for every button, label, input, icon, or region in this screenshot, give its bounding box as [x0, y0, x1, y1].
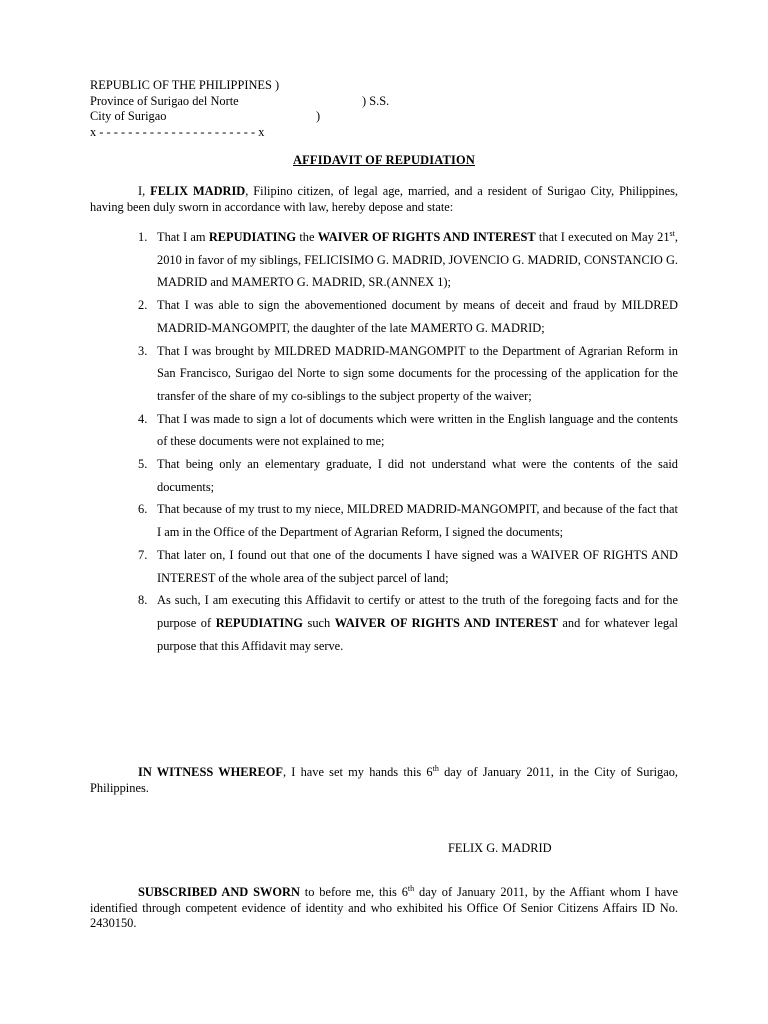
venue-caption — [90, 78, 390, 140]
document-title: AFFIDAVIT OF REPUDIATION — [293, 153, 475, 167]
intro-post: , Filipino citizen, of legal age, married, and a resident of Surigao City, Philippines, having been duly sworn in accordance with law, hereby depose and state: — [90, 184, 679, 214]
item-bold: WAIVER OF RIGHTS AND INTEREST — [317, 230, 536, 244]
intro-paragraph — [90, 183, 678, 215]
item-text: the — [296, 230, 318, 244]
item-text: that I executed on May 21 — [535, 230, 670, 244]
item-number: 6. — [138, 502, 148, 517]
caption-city: City of Surigao — [90, 109, 167, 123]
item-number: 5. — [138, 457, 148, 472]
witness-paragraph — [90, 764, 678, 796]
item-text: That I was made to sign a lot of documents which were written in the English language and the contents of these documents were not explained to me; — [157, 411, 678, 449]
witness-heading: IN WITNESS WHEREOF — [138, 765, 283, 779]
jurat-text: day of January 2011, by the Affiant whom I have identified through competent evidence of identity and who exhibited his Office Of Senior Citizens Affairs ID No. 2430150. — [90, 885, 678, 930]
item-number: 4. — [138, 411, 148, 426]
statement-item — [90, 498, 678, 543]
item-text: and for whatever legal purpose that this Affidavit may serve. — [157, 615, 678, 653]
item-number: 7. — [138, 547, 148, 562]
item-bold: WAIVER OF RIGHTS AND INTEREST — [334, 615, 558, 630]
caption-province: Province of Surigao del Norte — [90, 93, 239, 108]
caption-ss: ) S.S. — [362, 93, 390, 108]
item-text: , 2010 in favor of my siblings, FELICISIMO G. MADRID, JOVENCIO G. MADRID, CONSTANCIO G. MADRID and MAMERTO G. MADRID, SR.(ANNEX 1); — [157, 230, 678, 290]
jurat-heading: SUBSCRIBED AND SWORN — [138, 885, 300, 899]
item-number: 2. — [138, 298, 148, 313]
statement-item — [90, 340, 678, 408]
statement-list — [90, 226, 678, 657]
caption-republic: REPUBLIC OF THE PHILIPPINES ) — [90, 78, 280, 92]
caption-separator: x - - - - - - - - - - - - - - - - - - - - - - x — [90, 124, 265, 139]
statement-item — [90, 453, 678, 498]
item-number: 8. — [138, 593, 148, 608]
item-text: As such, I am executing this Affidavit to certify or attest to the truth of the foregoing facts and for the purpose of — [157, 593, 678, 630]
caption-city-bracket: ) — [316, 109, 321, 123]
item-text: That I am — [157, 230, 209, 244]
statement-item — [90, 589, 678, 657]
item-text: That because of my trust to my niece, MILDRED MADRID-MANGOMPIT, and because of the fact that I am in the Office of the Department of Agrarian Reform, I signed the documents; — [157, 502, 678, 540]
statement-item — [90, 294, 678, 339]
item-text: That I was brought by MILDRED MADRID-MANGOMPIT to the Department of Agrarian Reform in San Francisco, Surigao del Norte to sign some documents for the processing of the application for the transfer of the share of my co-siblings to the subject property of the waiver; — [157, 343, 678, 403]
intro-pre: I, — [138, 184, 151, 198]
item-text: That later on, I found out that one of the documents I have signed was a WAIVER OF RIGHTS AND INTEREST of the whole area of the subject parcel of land; — [157, 547, 678, 585]
affiant-name: FELIX MADRID — [150, 184, 246, 198]
statement-item — [90, 226, 678, 294]
ordinal-suffix: th — [407, 883, 415, 893]
statement-item — [90, 544, 678, 589]
witness-text: day of January 2011, in the City of Surigao, Philippines. — [90, 765, 678, 795]
ordinal-suffix: st — [669, 228, 675, 238]
ordinal-suffix: th — [432, 763, 439, 773]
statement-item — [90, 408, 678, 453]
item-bold: REPUDIATING — [215, 615, 303, 630]
affiant-signature-name: FELIX G. MADRID — [448, 841, 552, 855]
item-text: That I was able to sign the abovementioned document by means of deceit and fraud by MILDRED MADRID-MANGOMPIT, the daughter of the late MAMERTO G. MADRID; — [157, 298, 678, 335]
item-number: 3. — [138, 343, 148, 358]
item-text: such — [302, 615, 335, 630]
jurat-text: to before me, this 6 — [299, 885, 408, 899]
item-text: That being only an elementary graduate, I did not understand what were the contents of the said documents; — [157, 457, 678, 494]
jurat-paragraph — [90, 885, 678, 932]
item-number: 1. — [138, 230, 148, 244]
item-bold: REPUDIATING — [208, 230, 297, 244]
witness-text: , I have set my hands this 6 — [282, 765, 433, 779]
